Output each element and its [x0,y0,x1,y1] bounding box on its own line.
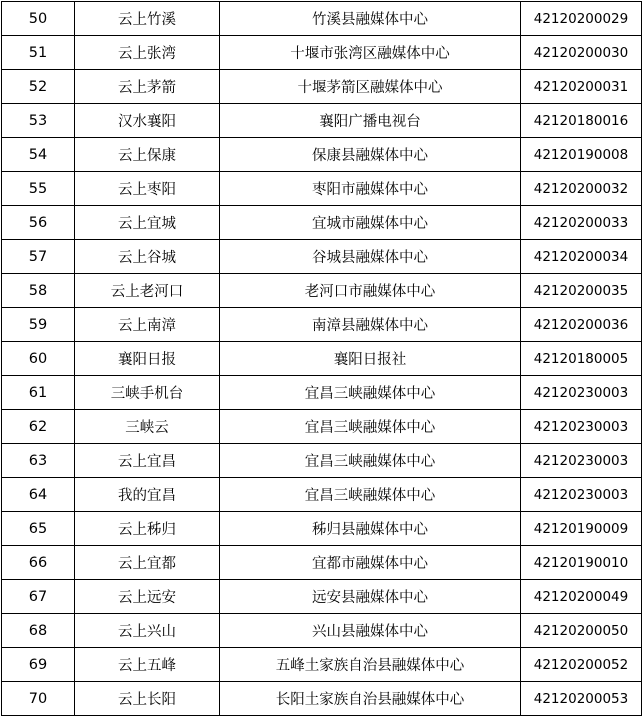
code-cell: 42120200049 [521,580,642,614]
app-name-cell: 云上宜昌 [75,444,220,478]
row-number-cell: 69 [2,648,75,682]
code-cell: 42120190010 [521,546,642,580]
table-row [2,104,642,138]
row-number-cell: 51 [2,36,75,70]
row-number-cell: 70 [2,682,75,716]
code-cell: 42120200029 [521,2,642,36]
table-row [2,614,642,648]
app-name-cell: 云上长阳 [75,682,220,716]
row-number-cell: 61 [2,376,75,410]
code-cell: 42120200036 [521,308,642,342]
row-number-cell: 60 [2,342,75,376]
organization-cell: 襄阳日报社 [220,342,521,376]
table-row [2,2,642,36]
row-number-cell: 65 [2,512,75,546]
table-row [2,342,642,376]
code-cell: 42120200032 [521,172,642,206]
row-number-cell: 57 [2,240,75,274]
code-cell: 42120180005 [521,342,642,376]
row-number-cell: 68 [2,614,75,648]
code-cell: 42120230003 [521,410,642,444]
table-row [2,138,642,172]
app-name-cell: 云上老河口 [75,274,220,308]
row-number-cell: 58 [2,274,75,308]
organization-cell: 长阳土家族自治县融媒体中心 [220,682,521,716]
table-row [2,410,642,444]
code-cell: 42120230003 [521,376,642,410]
row-number-cell: 53 [2,104,75,138]
code-cell: 42120200053 [521,682,642,716]
app-name-cell: 云上宜城 [75,206,220,240]
table-body [2,2,642,716]
row-number-cell: 66 [2,546,75,580]
table-row [2,308,642,342]
organization-cell: 远安县融媒体中心 [220,580,521,614]
app-name-cell: 云上枣阳 [75,172,220,206]
app-name-cell: 襄阳日报 [75,342,220,376]
code-cell: 42120180016 [521,104,642,138]
app-name-cell: 云上兴山 [75,614,220,648]
row-number-cell: 59 [2,308,75,342]
app-name-cell: 云上谷城 [75,240,220,274]
table-row [2,172,642,206]
row-number-cell: 56 [2,206,75,240]
code-cell: 42120200052 [521,648,642,682]
table-row [2,580,642,614]
code-cell: 42120200031 [521,70,642,104]
app-name-cell: 云上保康 [75,138,220,172]
organization-cell: 南漳县融媒体中心 [220,308,521,342]
app-name-cell: 云上竹溪 [75,2,220,36]
app-name-cell: 汉水襄阳 [75,104,220,138]
code-cell: 42120190009 [521,512,642,546]
organization-cell: 秭归县融媒体中心 [220,512,521,546]
table-row [2,444,642,478]
row-number-cell: 55 [2,172,75,206]
organization-cell: 枣阳市融媒体中心 [220,172,521,206]
organization-cell: 老河口市融媒体中心 [220,274,521,308]
row-number-cell: 50 [2,2,75,36]
app-name-cell: 云上茅箭 [75,70,220,104]
organization-cell: 十堰市张湾区融媒体中心 [220,36,521,70]
table-row [2,682,642,716]
code-cell: 42120200030 [521,36,642,70]
app-name-cell: 云上秭归 [75,512,220,546]
organization-cell: 宜城市融媒体中心 [220,206,521,240]
table-row [2,648,642,682]
organization-cell: 宜昌三峡融媒体中心 [220,410,521,444]
organization-cell: 襄阳广播电视台 [220,104,521,138]
row-number-cell: 63 [2,444,75,478]
organization-cell: 竹溪县融媒体中心 [220,2,521,36]
code-cell: 42120230003 [521,478,642,512]
code-cell: 42120200033 [521,206,642,240]
app-name-cell: 三峡云 [75,410,220,444]
organization-cell: 兴山县融媒体中心 [220,614,521,648]
app-name-cell: 云上远安 [75,580,220,614]
table-row [2,478,642,512]
row-number-cell: 62 [2,410,75,444]
table-row [2,274,642,308]
code-cell: 42120200035 [521,274,642,308]
code-cell: 42120230003 [521,444,642,478]
table-row [2,376,642,410]
row-number-cell: 67 [2,580,75,614]
organization-cell: 保康县融媒体中心 [220,138,521,172]
app-name-cell: 三峡手机台 [75,376,220,410]
table-row [2,36,642,70]
app-name-cell: 云上宜都 [75,546,220,580]
row-number-cell: 64 [2,478,75,512]
app-name-cell: 云上五峰 [75,648,220,682]
organization-cell: 宜昌三峡融媒体中心 [220,478,521,512]
table-row [2,70,642,104]
app-name-cell: 我的宜昌 [75,478,220,512]
table-row [2,546,642,580]
table-row [2,206,642,240]
app-name-cell: 云上张湾 [75,36,220,70]
code-cell: 42120200050 [521,614,642,648]
organization-cell: 宜昌三峡融媒体中心 [220,444,521,478]
organization-cell: 宜都市融媒体中心 [220,546,521,580]
registry-table [1,1,642,716]
code-cell: 42120200034 [521,240,642,274]
row-number-cell: 54 [2,138,75,172]
code-cell: 42120190008 [521,138,642,172]
organization-cell: 宜昌三峡融媒体中心 [220,376,521,410]
row-number-cell: 52 [2,70,75,104]
organization-cell: 五峰土家族自治县融媒体中心 [220,648,521,682]
app-name-cell: 云上南漳 [75,308,220,342]
organization-cell: 十堰茅箭区融媒体中心 [220,70,521,104]
table-row [2,240,642,274]
organization-cell: 谷城县融媒体中心 [220,240,521,274]
table-row [2,512,642,546]
